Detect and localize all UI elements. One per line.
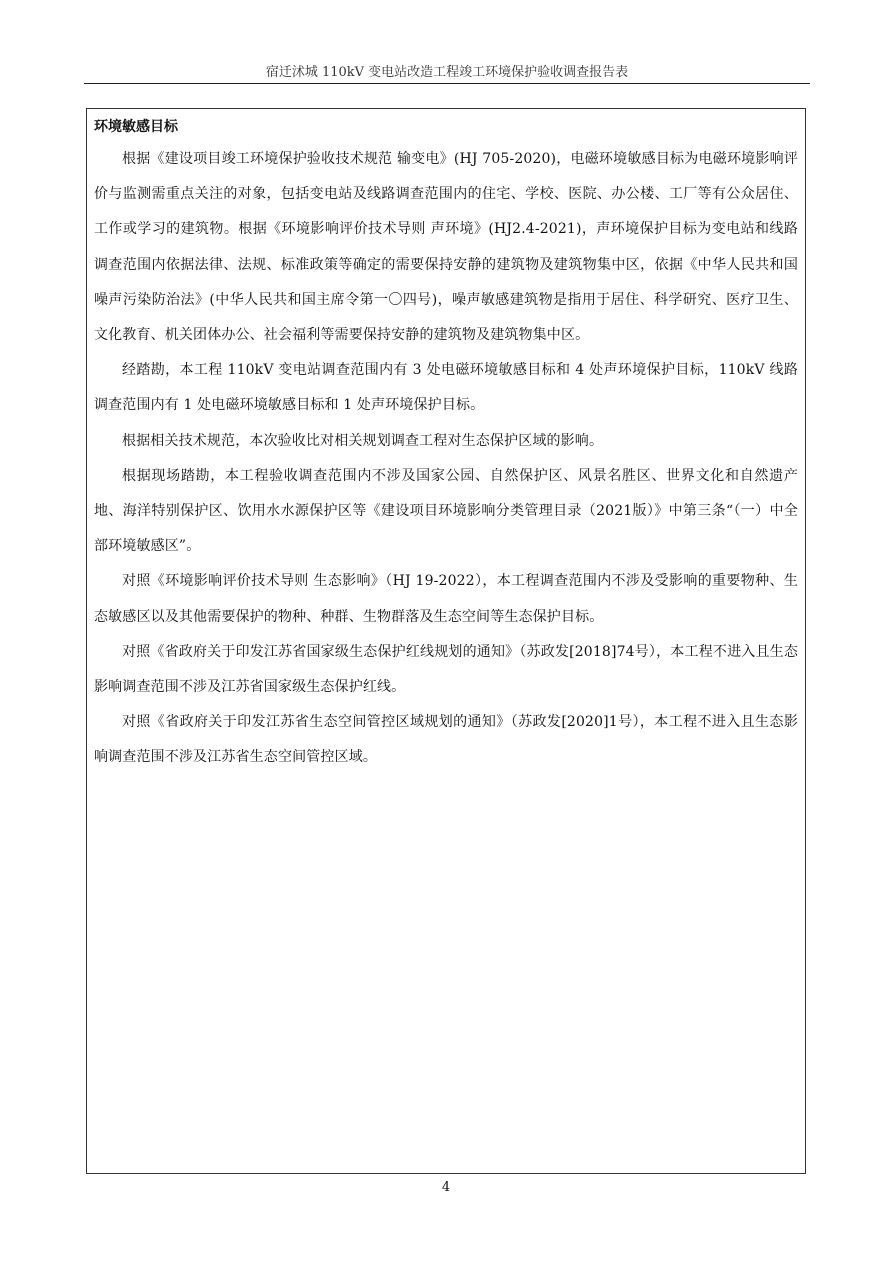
- header-title: 宿迁沭城 110kV 变电站改造工程竣工环境保护验收调查报告表: [265, 65, 629, 80]
- section-title: 环境敏感目标: [94, 119, 178, 135]
- paragraph-ecological-impact: 对照《环境影响评价技术导则 生态影响》（HJ 19-2022），本工程调查范围内不涉及受影响的重要物种、生态敏感区以及其他需要保护的物种、种群、生物群落及生态空间等生态保护目标。: [94, 573, 798, 625]
- content-box: [86, 108, 806, 1174]
- paragraph-national-redline: 对照《省政府关于印发江苏省国家级生态保护红线规划的通知》（苏政发[2018]74号），本工程不进入且生态影响调查范围不涉及江苏省国家级生态保护红线。: [94, 643, 798, 696]
- paragraph-survey-results: 经踏勘，本工程 110kV 变电站调查范围内有 3 处电磁环境敏感目标和 4 处声环境保护目标，110kV 线路调查范围内有 1 处电磁环境敏感目标和 1 处声环境保护目标。: [94, 362, 798, 414]
- paragraph-site-survey: 根据现场踏勘，本工程验收调查范围内不涉及国家公园、自然保护区、风景名胜区、世界文化和自然遗产地、海洋特别保护区、饮用水水源保护区等《建设项目环境影响分类管理目录（2021版）》中第三条“（一）中全部环境敏感区”。: [94, 467, 798, 555]
- paragraph-spatial-control: 对照《省政府关于印发江苏省生态空间管控区域规划的通知》（苏政发[2020]1号），本工程不进入且生态影响调查范围不涉及江苏省生态空间管控区域。: [94, 714, 798, 766]
- page-number: 4: [441, 1180, 451, 1195]
- paragraph-sensitive-target-definition: 根据《建设项目竣工环境保护验收技术规范 输变电》(HJ 705-2020)，电磁环境敏感目标为电磁环境影响评价与监测需重点关注的对象，包括变电站及线路调查范围内的住宅、学校、医院、办公楼、工厂等有公众居住、工作或学习的建筑物。根据《环境影响评价技术导则 声环境》(HJ2.4-2021)，声环境保护目标为变电站和线路调查范围内依据法律、法规、标准政策等确定的需要保持安静的建筑物及建筑物集中区，依据《中华人民共和国噪声污染防治法》(中华人民共和国主席令第一〇四号)，噪声敏感建筑物是指用于居住、科学研究、医疗卫生、文化教育、机关团体办公、社会福利等需要保持安静的建筑物及建筑物集中区。: [94, 151, 798, 344]
- page-header: [84, 64, 810, 84]
- paragraph-technical-standards: 根据相关技术规范，本次验收比对相关规划调查工程对生态保护区域的影响。: [122, 432, 604, 449]
